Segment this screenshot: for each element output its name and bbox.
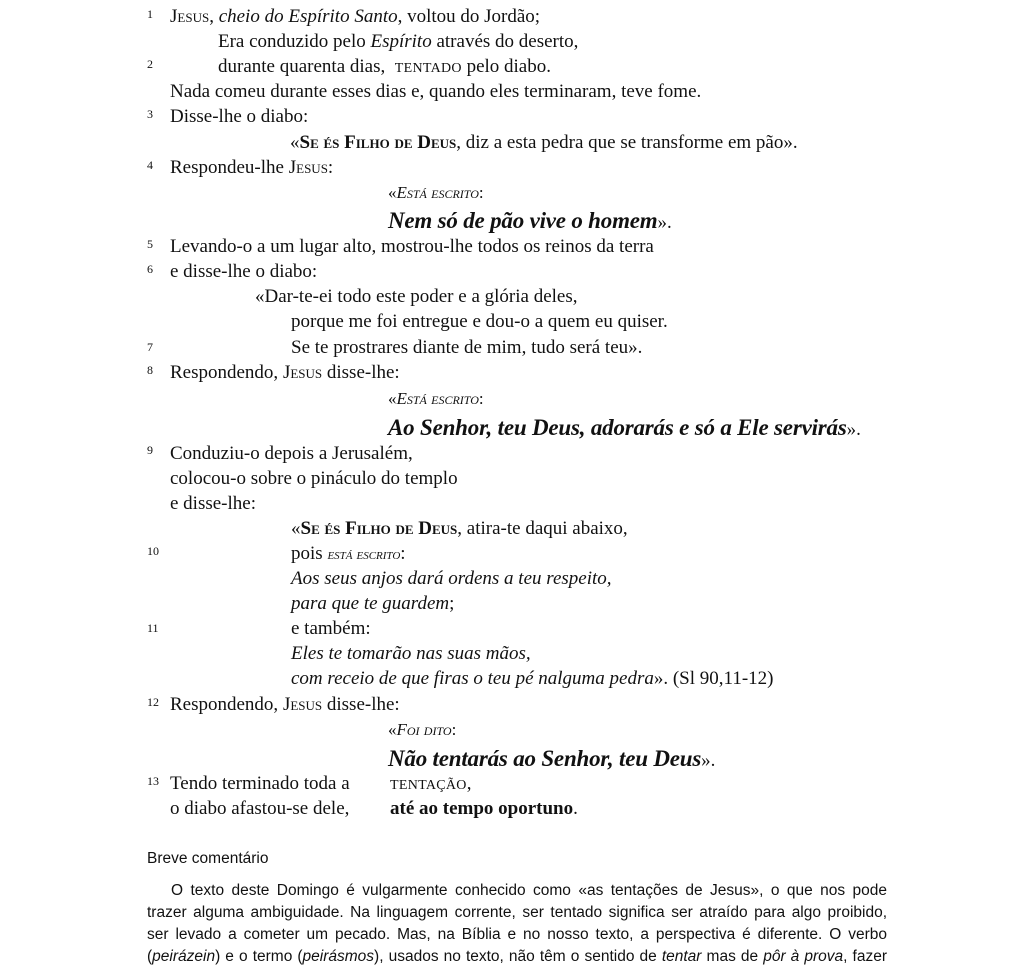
- italic-small-caps-text: Foi dito: [396, 720, 452, 739]
- verse-number: 7: [147, 340, 153, 354]
- text: «: [388, 720, 397, 739]
- reading-line: [170, 6, 540, 28]
- text: durante quarenta dias,: [218, 56, 390, 77]
- paragraph-line: trazer alguma ambiguidade. Na linguagem corrente, ser tentado significa ser atraído para algo proibido,: [147, 904, 887, 921]
- text: «: [388, 183, 397, 202]
- paragraph-line: [147, 946, 887, 968]
- italic-small-caps-text: Está escrito: [396, 183, 479, 202]
- reading-line: [170, 694, 400, 716]
- text: :: [327, 157, 334, 178]
- text: :: [400, 543, 406, 564]
- verse-number: 8: [147, 363, 153, 377]
- small-caps-word: TENTADO: [394, 61, 462, 76]
- reading-line: Conduziu-o depois a Jerusalém,: [170, 443, 413, 464]
- text: disse-lhe:: [322, 694, 400, 715]
- reading-line: e disse-lhe:: [170, 493, 257, 514]
- reading-line: [388, 388, 484, 410]
- reading-line-emphasis: [388, 745, 715, 773]
- italic-text: cheio do Espírito Santo: [218, 6, 398, 27]
- reading-line-emphasis: [388, 207, 672, 235]
- commentary-heading: Breve comentário: [147, 850, 269, 867]
- text: Respondendo,: [170, 362, 283, 383]
- text: ), usados no texto, não têm o sentido de: [374, 948, 662, 965]
- verse-number: 9: [147, 443, 153, 457]
- verse-number: 4: [147, 158, 153, 172]
- verse-number: 10: [147, 544, 159, 558]
- text: (: [147, 948, 153, 965]
- verse-number: 2: [147, 57, 153, 71]
- reading-line: porque me foi entregue e dou-o a quem eu quiser.: [291, 311, 668, 332]
- reading-line: o diabo afastou-se dele,: [170, 798, 350, 819]
- small-caps-name: Jesus: [288, 157, 328, 178]
- italic-text: Espírito: [370, 31, 432, 52]
- text: :: [478, 389, 484, 408]
- text: através do deserto,: [431, 31, 579, 52]
- reading-line: Levando-o a um lugar alto, mostrou-lhe todos os reinos da terra: [170, 236, 654, 257]
- reading-line: [170, 157, 333, 179]
- reading-line: e disse-lhe o diabo:: [170, 261, 318, 282]
- italic-term: peirázein: [152, 948, 216, 965]
- reading-line: Tendo terminado toda a: [170, 773, 350, 794]
- reading-line: [390, 798, 578, 820]
- text: ,: [209, 6, 219, 27]
- reading-line: colocou-o sobre o pináculo do templo: [170, 468, 458, 489]
- verse-number: 3: [147, 107, 153, 121]
- bold-italic-quote: Não tentarás ao Senhor, teu Deus: [388, 746, 702, 771]
- small-caps-name: Jesus: [282, 362, 323, 383]
- italic-text: para que te guardem: [291, 593, 450, 614]
- small-caps-word: TENTAÇÃO: [390, 778, 467, 793]
- small-caps-name: Jesus: [282, 694, 323, 715]
- text: ».: [701, 750, 716, 771]
- italic-term: pôr à prova: [763, 948, 844, 965]
- reading-line: Disse-lhe o diabo:: [170, 106, 309, 127]
- italic-term: peirásmos: [302, 948, 375, 965]
- text: , voltou do Jordão;: [397, 6, 541, 27]
- text: Respondendo,: [170, 694, 283, 715]
- text: ) e o termo (: [215, 948, 303, 965]
- text: Respondeu-lhe: [170, 157, 289, 178]
- text: «: [290, 132, 300, 153]
- paragraph-line: ser levado a cometer um pecado. Mas, na Bíblia e no nosso texto, a perspectiva é diferente. O verbo: [147, 926, 887, 943]
- italic-text: com receio de que firas o teu pé nalguma pedra: [291, 668, 654, 689]
- text: disse-lhe:: [322, 362, 400, 383]
- reading-line: Se te prostrares diante de mim, tudo será teu».: [291, 337, 643, 358]
- reading-line: [291, 543, 406, 566]
- scripture-reference: ». (Sl 90,11-12): [653, 668, 774, 689]
- text: , atira-te daqui abaixo,: [457, 518, 628, 539]
- verse-number: 1: [147, 7, 153, 21]
- reading-line: [218, 56, 551, 80]
- reading-line: [218, 31, 578, 53]
- text: ,: [466, 773, 472, 794]
- reading-line: [388, 719, 456, 741]
- reading-line: [388, 182, 484, 204]
- bold-text: até ao tempo oportuno: [390, 798, 574, 819]
- italic-term: tentar: [661, 948, 702, 965]
- reading-line: [390, 773, 471, 797]
- italic-small-caps-text: Está escrito: [396, 389, 479, 408]
- reading-line: Nada comeu durante esses dias e, quando eles terminaram, teve fome.: [170, 81, 702, 102]
- reading-line: «Dar-te-ei todo este poder e a glória deles,: [255, 286, 578, 307]
- text: , fazer: [843, 948, 887, 965]
- reading-line: [291, 518, 628, 540]
- text: , diz a esta pedra que se transforme em pão».: [456, 132, 798, 153]
- bold-small-caps-text: Se és Filho de Deus: [300, 518, 458, 539]
- reading-line: [291, 593, 454, 615]
- text: .: [573, 798, 578, 819]
- reading-line: [291, 668, 773, 690]
- paragraph-line: O texto deste Domingo é vulgarmente conhecido como «as tentações de Jesus», o que nos pode: [171, 882, 887, 899]
- verse-number: 11: [147, 621, 159, 635]
- text: Era conduzido pelo: [218, 31, 371, 52]
- text: ».: [657, 212, 672, 233]
- text: ;: [449, 593, 455, 614]
- text: :: [451, 720, 457, 739]
- italic-small-caps-text: está escrito: [327, 546, 401, 563]
- verse-number: 5: [147, 237, 153, 251]
- verse-number: 6: [147, 262, 153, 276]
- reading-line: [170, 362, 400, 384]
- text: pois: [291, 543, 328, 564]
- verse-number: 12: [147, 695, 159, 709]
- verse-number: 13: [147, 774, 159, 788]
- text: mas de: [701, 948, 764, 965]
- text: pelo diabo.: [461, 56, 551, 77]
- bold-italic-quote: Ao Senhor, teu Deus, adorarás e só a Ele servirás: [388, 415, 847, 440]
- text: ».: [846, 419, 861, 440]
- reading-line: Eles te tomarão nas suas mãos,: [291, 643, 531, 664]
- commentary-paragraph: [147, 880, 887, 968]
- text: «: [388, 389, 397, 408]
- bold-italic-quote: Nem só de pão vive o homem: [388, 208, 658, 233]
- reading-line: [290, 132, 798, 154]
- text: :: [478, 183, 484, 202]
- bold-small-caps-text: Se és Filho de Deus: [299, 132, 457, 153]
- text: «: [291, 518, 301, 539]
- reading-line: e também:: [291, 618, 371, 639]
- reading-line: Aos seus anjos dará ordens a teu respeito,: [291, 568, 612, 589]
- small-caps-name: Jesus: [170, 6, 210, 27]
- reading-line-emphasis: [388, 414, 861, 442]
